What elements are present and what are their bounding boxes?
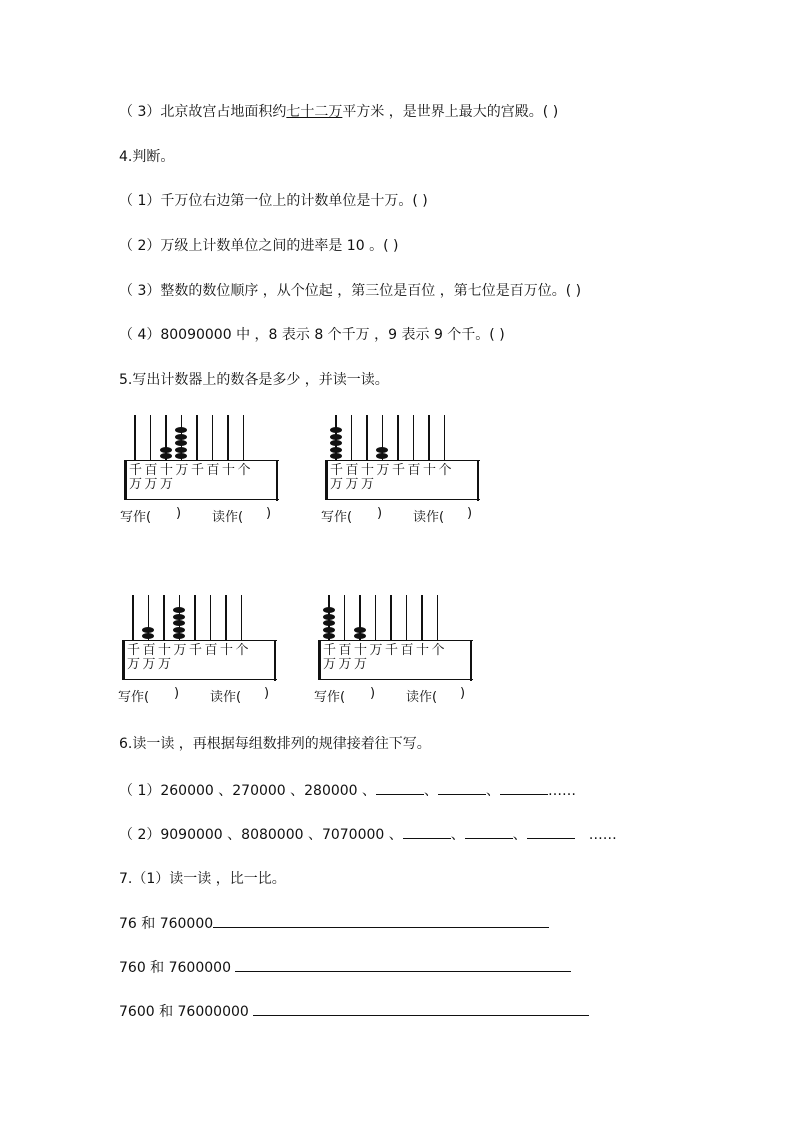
abacus-place-label: 千 bbox=[189, 643, 203, 658]
q7-item-b bbox=[119, 957, 571, 978]
abacus-rod bbox=[196, 415, 198, 460]
abacus-bead bbox=[173, 633, 185, 639]
abacus-rod bbox=[132, 595, 134, 640]
abacus-place-label: 千 bbox=[330, 463, 344, 478]
abacus-rod bbox=[351, 415, 353, 460]
abacus-bead bbox=[173, 620, 185, 626]
q3-3-underlined: 七十二万 bbox=[286, 104, 343, 120]
abacus-rod bbox=[163, 595, 165, 640]
abacus-place-label: 万 bbox=[369, 643, 383, 658]
abacus-place-label: 千 bbox=[385, 643, 399, 658]
abacus-place-label: 万 bbox=[129, 477, 143, 492]
abacus-bead bbox=[160, 447, 172, 453]
abacus-place-label: 万 bbox=[175, 463, 189, 478]
abacus-bead bbox=[330, 427, 342, 433]
answer-blank[interactable] bbox=[465, 824, 513, 839]
abacus-bead bbox=[330, 434, 342, 440]
q4-item-2: （ 2）万级上计数单位之间的进率是 10 。( ) bbox=[119, 238, 399, 254]
abacus-place-label: 万 bbox=[127, 657, 141, 672]
abacus-frame-edge bbox=[477, 460, 479, 501]
read-blank-close: ) bbox=[460, 686, 466, 701]
read-label: 读作( bbox=[212, 510, 244, 525]
abacus-place-label: 千 bbox=[127, 643, 141, 658]
abacus-place-label: 十 bbox=[220, 643, 234, 658]
abacus-place-label: 十 bbox=[361, 463, 375, 478]
q3-3-text-pre: （ 3）北京故宫占地面积约 bbox=[119, 104, 287, 120]
q7-c-text: 7600 和 76000000 bbox=[119, 1004, 249, 1020]
q7-title: 7.（1）读一读 ，比一比。 bbox=[119, 871, 286, 887]
abacus-place-label: 十 bbox=[222, 463, 236, 478]
abacus-bead bbox=[323, 633, 335, 639]
abacus-rod bbox=[194, 595, 196, 640]
abacus-bead bbox=[330, 453, 342, 459]
abacus-place-label: 千 bbox=[191, 463, 205, 478]
abacus-rod bbox=[390, 595, 392, 640]
abacus-frame-edge bbox=[274, 640, 276, 681]
answer-blank[interactable] bbox=[500, 780, 548, 795]
abacus-bead bbox=[175, 434, 187, 440]
q4-title: 4.判断。 bbox=[119, 149, 175, 165]
abacus-rod bbox=[428, 415, 430, 460]
abacus-bead bbox=[376, 453, 388, 459]
abacus-bead bbox=[323, 620, 335, 626]
abacus-frame-edge bbox=[470, 640, 472, 681]
abacus-place-label: 万 bbox=[158, 657, 172, 672]
abacus-place-label: 万 bbox=[338, 657, 352, 672]
answer-blank[interactable] bbox=[403, 824, 451, 839]
answer-blank[interactable] bbox=[376, 780, 424, 795]
abacus-rod bbox=[150, 415, 152, 460]
abacus-place-label: 千 bbox=[129, 463, 143, 478]
abacus-place-label: 十 bbox=[354, 643, 368, 658]
abacus-place-label: 个 bbox=[235, 643, 249, 658]
abacus-place-label: 万 bbox=[330, 477, 344, 492]
abacus-bead bbox=[330, 447, 342, 453]
q6-item-1 bbox=[119, 780, 576, 801]
abacus-place-label: 万 bbox=[144, 477, 158, 492]
q6-title: 6.读一读 ，再根据每组数排列的规律接着往下写。 bbox=[119, 736, 431, 752]
abacus-place-label: 个 bbox=[431, 643, 445, 658]
abacus-rod bbox=[210, 595, 212, 640]
q6-2-text: （ 2）9090000 、8080000 、7070000 、 bbox=[119, 827, 403, 843]
abacus-place-label: 百 bbox=[144, 463, 158, 478]
abacus-rod bbox=[413, 415, 415, 460]
q6-2-sep: 、 bbox=[512, 827, 527, 843]
abacus-place-label: 万 bbox=[354, 657, 368, 672]
abacus-rod bbox=[421, 595, 423, 640]
abacus-frame-edge bbox=[276, 460, 278, 501]
q6-2-ellipsis: …… bbox=[588, 827, 617, 843]
abacus-place-label: 个 bbox=[438, 463, 452, 478]
answer-line[interactable] bbox=[253, 1001, 589, 1016]
read-blank-close: ) bbox=[264, 686, 270, 701]
abacus-rod bbox=[344, 595, 346, 640]
abacus-bead bbox=[354, 633, 366, 639]
q6-1-sep: 、 bbox=[486, 783, 501, 799]
abacus-place-label: 百 bbox=[142, 643, 156, 658]
abacus-place-label: 十 bbox=[160, 463, 174, 478]
abacus-bead bbox=[323, 614, 335, 620]
abacus-bead bbox=[175, 453, 187, 459]
abacus-bead bbox=[175, 427, 187, 433]
abacus-place-label: 万 bbox=[345, 477, 359, 492]
abacus-place-label: 个 bbox=[237, 463, 251, 478]
abacus-place-label: 百 bbox=[407, 463, 421, 478]
q7-b-text: 760 和 7600000 bbox=[119, 960, 231, 976]
abacus-place-label: 万 bbox=[142, 657, 156, 672]
abacus-place-label: 十 bbox=[416, 643, 430, 658]
read-blank-close: ) bbox=[266, 506, 272, 521]
q4-item-3: （ 3）整数的数位顺序 ，从个位起 ，第三位是百位 ，第七位是百万位。( ) bbox=[119, 283, 582, 299]
abacus-rod bbox=[375, 595, 377, 640]
q3-item-3 bbox=[119, 102, 558, 122]
abacus-bead bbox=[142, 627, 154, 633]
q7-item-c bbox=[119, 1001, 589, 1022]
abacus-place-label: 万 bbox=[173, 643, 187, 658]
abacus-rod bbox=[437, 595, 439, 640]
q6-1-text: （ 1）260000 、270000 、280000 、 bbox=[119, 783, 377, 799]
abacus-rod bbox=[134, 415, 136, 460]
write-blank-close: ) bbox=[174, 686, 180, 701]
answer-blank[interactable] bbox=[438, 780, 486, 795]
q7-a-text: 76 和 760000 bbox=[119, 916, 214, 932]
abacus-bead bbox=[175, 447, 187, 453]
abacus-place-label: 百 bbox=[338, 643, 352, 658]
abacus-place-label: 十 bbox=[423, 463, 437, 478]
read-blank-close: ) bbox=[467, 506, 473, 521]
abacus-bead bbox=[173, 614, 185, 620]
answer-line[interactable] bbox=[235, 957, 571, 972]
abacus-place-label: 百 bbox=[345, 463, 359, 478]
abacus-bead bbox=[142, 633, 154, 639]
abacus-bead bbox=[160, 453, 172, 459]
read-label: 读作( bbox=[413, 510, 445, 525]
q7-item-a bbox=[119, 913, 549, 934]
answer-blank[interactable] bbox=[527, 824, 575, 839]
write-label: 写作( bbox=[118, 690, 150, 705]
abacus-rod bbox=[444, 415, 446, 460]
abacus-rod bbox=[227, 415, 229, 460]
q6-2-sep: 、 bbox=[450, 827, 465, 843]
write-blank-close: ) bbox=[377, 506, 383, 521]
abacus-place-label: 百 bbox=[204, 643, 218, 658]
write-label: 写作( bbox=[321, 510, 353, 525]
q5-title: 5.写出计数器上的数各是多少 ，并读一读。 bbox=[119, 372, 389, 388]
abacus-bead bbox=[354, 627, 366, 633]
read-label: 读作( bbox=[210, 690, 242, 705]
abacus-bead bbox=[173, 607, 185, 613]
q3-3-text-post: 平方米 ，是世界上最大的宫殿。( ) bbox=[342, 104, 559, 120]
abacus-rod bbox=[366, 415, 368, 460]
abacus-bead bbox=[376, 447, 388, 453]
abacus-bead bbox=[173, 627, 185, 633]
q6-1-sep: 、 bbox=[424, 783, 439, 799]
write-blank-close: ) bbox=[176, 506, 182, 521]
abacus-place-label: 万 bbox=[160, 477, 174, 492]
abacus-rod bbox=[406, 595, 408, 640]
abacus-bead bbox=[323, 607, 335, 613]
abacus-place-label: 百 bbox=[206, 463, 220, 478]
write-label: 写作( bbox=[120, 510, 152, 525]
q4-item-4: （ 4）80090000 中 ，8 表示 8 个千万 ，9 表示 9 个千。( ) bbox=[119, 327, 505, 343]
abacus-bead bbox=[323, 627, 335, 633]
abacus-rod bbox=[241, 595, 243, 640]
abacus-place-label: 万 bbox=[361, 477, 375, 492]
abacus-rod bbox=[397, 415, 399, 460]
q4-item-1: （ 1）千万位右边第一位上的计数单位是十万。( ) bbox=[119, 193, 428, 209]
write-blank-close: ) bbox=[370, 686, 376, 701]
abacus-place-label: 千 bbox=[323, 643, 337, 658]
abacus-rod bbox=[225, 595, 227, 640]
abacus-bead bbox=[330, 440, 342, 446]
q6-1-ellipsis: …… bbox=[548, 783, 577, 799]
abacus-place-label: 百 bbox=[400, 643, 414, 658]
write-label: 写作( bbox=[314, 690, 346, 705]
abacus-place-label: 万 bbox=[376, 463, 390, 478]
abacus-bead bbox=[175, 440, 187, 446]
abacus-place-label: 万 bbox=[323, 657, 337, 672]
abacus-rod bbox=[243, 415, 245, 460]
abacus-rod bbox=[212, 415, 214, 460]
answer-line[interactable] bbox=[213, 913, 549, 928]
read-label: 读作( bbox=[406, 690, 438, 705]
q6-item-2 bbox=[119, 824, 617, 845]
abacus-place-label: 十 bbox=[158, 643, 172, 658]
abacus-place-label: 千 bbox=[392, 463, 406, 478]
